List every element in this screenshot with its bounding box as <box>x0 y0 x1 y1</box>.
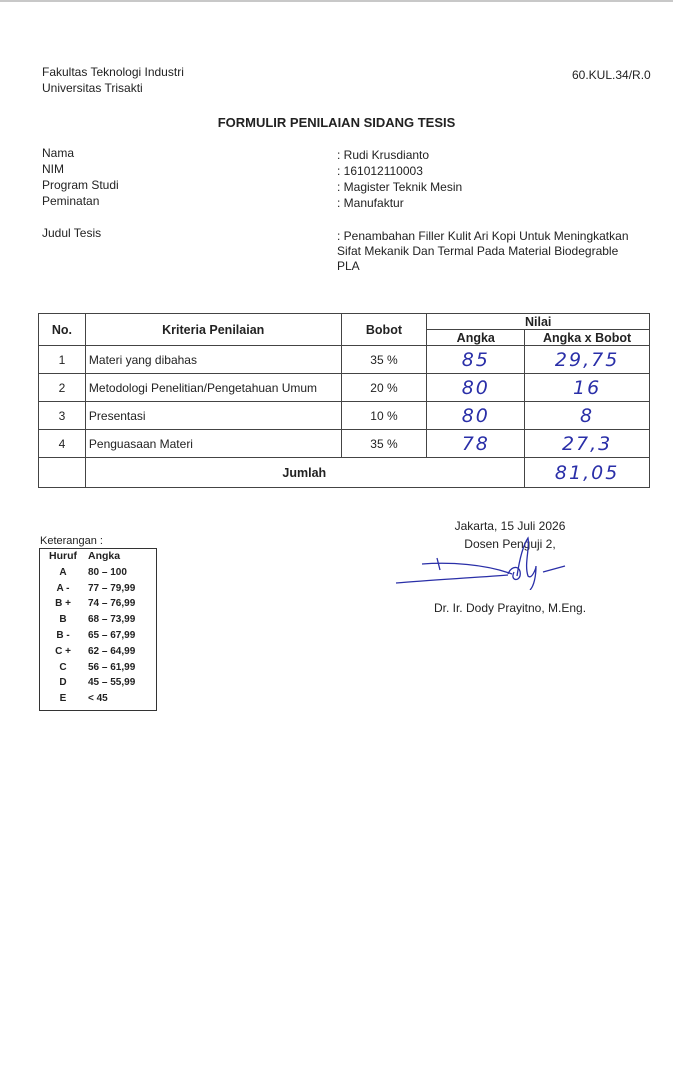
row-kriteria: Metodologi Penelitian/Pengetahuan Umum <box>85 374 341 402</box>
grading-table <box>38 313 650 488</box>
legend-row <box>40 581 156 597</box>
row-bobot: 20 % <box>341 374 427 402</box>
legend-angka: 74 – 76,99 <box>88 598 136 610</box>
faculty-name: Fakultas Teknologi Industri <box>42 65 184 79</box>
total-row <box>39 458 650 488</box>
header-no: No. <box>39 314 86 346</box>
header-nilai: Nilai <box>427 314 650 330</box>
row-angka-x-bobot-handwritten: 16 <box>525 374 650 402</box>
header-angka-x-bobot: Angka x Bobot <box>525 330 650 346</box>
place-date: Jakarta, 15 Juli 2026 <box>454 519 566 533</box>
legend-angka: < 45 <box>88 693 108 705</box>
legend-row <box>40 675 156 691</box>
form-title: FORMULIR PENILAIAN SIDANG TESIS <box>217 115 456 130</box>
row-bobot: 10 % <box>341 402 427 430</box>
row-kriteria: Presentasi <box>85 402 341 430</box>
legend-row <box>40 565 156 581</box>
legend-huruf: E <box>59 693 67 705</box>
label-judul-tesis: Judul Tesis <box>42 226 102 240</box>
row-angka-x-bobot-handwritten: 29,75 <box>525 346 650 374</box>
table-row <box>39 346 650 374</box>
legend-huruf: C + <box>55 645 71 657</box>
legend-huruf: B <box>59 614 67 626</box>
row-angka-handwritten: 80 <box>427 374 525 402</box>
header-kriteria: Kriteria Penilaian <box>85 314 341 346</box>
row-no: 1 <box>39 346 86 374</box>
total-label: Jumlah <box>85 458 524 488</box>
header-bobot: Bobot <box>341 314 427 346</box>
top-edge-line <box>0 0 673 2</box>
label-program-studi: Program Studi <box>42 178 119 192</box>
row-angka-x-bobot-handwritten: 27,3 <box>525 430 650 458</box>
row-kriteria: Penguasaan Materi <box>85 430 341 458</box>
legend-row <box>40 612 156 628</box>
university-name: Universitas Trisakti <box>42 81 143 95</box>
label-peminatan: Peminatan <box>42 194 100 208</box>
legend-row <box>40 628 156 644</box>
grade-legend <box>39 548 157 711</box>
legend-huruf: B + <box>55 598 71 610</box>
legend-angka: 77 – 79,99 <box>88 582 136 594</box>
value-nim: : 161012110003 <box>337 164 423 178</box>
legend-angka: 62 – 64,99 <box>88 645 136 657</box>
row-angka-handwritten: 80 <box>427 402 525 430</box>
legend-huruf: D <box>59 677 67 689</box>
label-nama: Nama <box>42 146 75 160</box>
legend-row <box>40 644 156 660</box>
legend-angka: 65 – 67,99 <box>88 629 136 641</box>
legend-angka: 80 – 100 <box>88 566 127 578</box>
row-no: 3 <box>39 402 86 430</box>
examiner-name: Dr. Ir. Dody Prayitno, M.Eng. <box>433 601 587 615</box>
row-angka-x-bobot-handwritten: 8 <box>525 402 650 430</box>
legend-row <box>40 596 156 612</box>
legend-title: Keterangan : <box>40 535 103 547</box>
handwritten-signature <box>390 534 580 590</box>
legend-huruf: B - <box>56 629 70 641</box>
institution-header <box>42 64 184 96</box>
row-angka-handwritten: 85 <box>427 346 525 374</box>
legend-row <box>40 660 156 676</box>
legend-angka: 68 – 73,99 <box>88 614 136 626</box>
row-no: 2 <box>39 374 86 402</box>
table-row <box>39 374 650 402</box>
row-kriteria: Materi yang dibahas <box>85 346 341 374</box>
value-peminatan: : Manufaktur <box>337 196 404 210</box>
table-row <box>39 430 650 458</box>
row-bobot: 35 % <box>341 430 427 458</box>
legend-row <box>40 691 156 707</box>
row-bobot: 35 % <box>341 346 427 374</box>
legend-huruf: A - <box>56 582 70 594</box>
total-value-handwritten: 81,05 <box>525 458 650 488</box>
document-code: 60.KUL.34/R.0 <box>572 68 651 82</box>
label-nim: NIM <box>42 162 64 176</box>
examiner-role: Dosen Penguji 2, <box>464 537 556 551</box>
table-row <box>39 402 650 430</box>
legend-angka: 45 – 55,99 <box>88 677 136 689</box>
row-no: 4 <box>39 430 86 458</box>
value-nama: : Rudi Krusdianto <box>337 148 430 162</box>
header-angka: Angka <box>427 330 525 346</box>
legend-header <box>40 549 156 565</box>
value-judul-tesis: : Penambahan Filler Kulit Ari Kopi Untuk Meningkatkan Sifat Mekanik Dan Termal Pada Material Biodegrable PLA <box>337 229 629 273</box>
legend-col-angka: Angka <box>88 550 121 562</box>
legend-angka: 56 – 61,99 <box>88 661 136 673</box>
legend-col-huruf: Huruf <box>49 550 77 562</box>
legend-huruf: A <box>59 566 67 578</box>
value-program-studi: : Magister Teknik Mesin <box>337 180 463 194</box>
row-angka-handwritten: 78 <box>427 430 525 458</box>
legend-huruf: C <box>59 661 67 673</box>
total-no-empty <box>39 458 86 488</box>
